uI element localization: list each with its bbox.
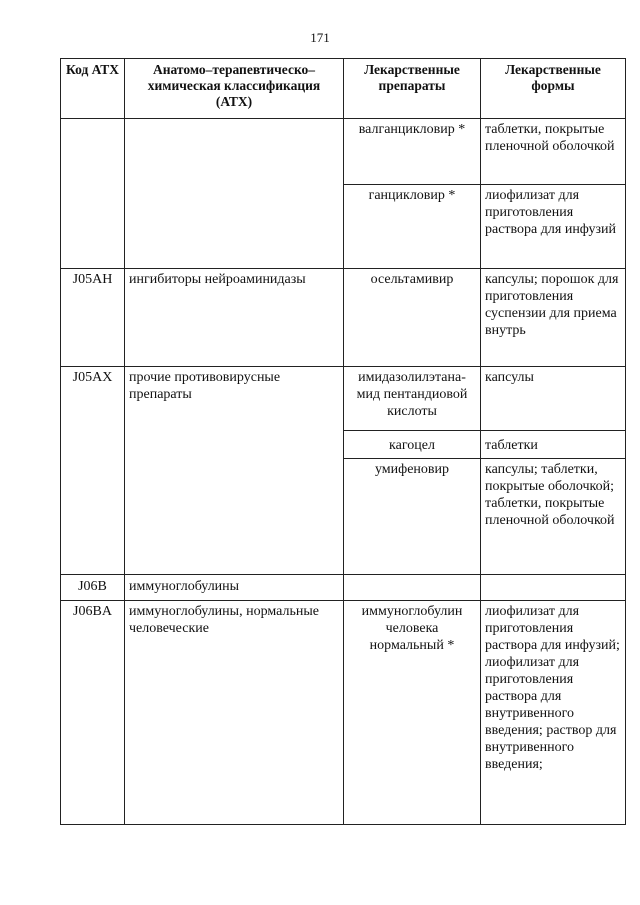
table-header-row	[61, 59, 626, 119]
form-cell	[481, 575, 626, 601]
drug-cell: имидазолилэтана-мид пентандиовой кислоты	[344, 367, 481, 431]
code-cell: J06BA	[61, 601, 125, 825]
header-forms: Лекарственные формы	[481, 59, 626, 119]
form-cell: капсулы; порошок для приготовления суспензии для приема внутрь	[481, 269, 626, 367]
table-row	[61, 269, 626, 367]
code-cell: J05AH	[61, 269, 125, 367]
classification-cell: иммуноглобулины	[125, 575, 344, 601]
form-cell: капсулы; таблетки, покрытые оболочкой; таблетки, покрытые пленочной оболочкой	[481, 459, 626, 575]
header-code: Код АТХ	[61, 59, 125, 119]
code-cell	[61, 119, 125, 269]
drug-cell: валганцикловир *	[344, 119, 481, 185]
form-cell: таблетки, покрытые пленочной оболочкой	[481, 119, 626, 185]
classification-cell: иммуноглобулины, нормальные человеческие	[125, 601, 344, 825]
form-cell: таблетки	[481, 431, 626, 459]
drug-cell: умифеновир	[344, 459, 481, 575]
header-drugs: Лекарственные препараты	[344, 59, 481, 119]
drug-cell: иммуноглобулин человека нормальный *	[344, 601, 481, 825]
drug-cell	[344, 575, 481, 601]
table-row	[61, 119, 626, 185]
table-row	[61, 575, 626, 601]
drug-cell: кагоцел	[344, 431, 481, 459]
form-cell: капсулы	[481, 367, 626, 431]
drug-cell: осельтамивир	[344, 269, 481, 367]
form-cell: лиофилизат для приготовления раствора для инфузий	[481, 185, 626, 269]
form-cell: лиофилизат для приготовления раствора для инфузий; лиофилизат для приготовления раствора для внутривенного введения; раствор для внутривенного введения;	[481, 601, 626, 825]
atx-table	[60, 58, 626, 825]
code-cell: J05AX	[61, 367, 125, 575]
classification-cell: ингибиторы нейроаминидазы	[125, 269, 344, 367]
header-classification: Анатомо–терапевтическо–химическая классификация (АТХ)	[125, 59, 344, 119]
table-row	[61, 601, 626, 825]
table-row	[61, 367, 626, 431]
drug-cell: ганцикловир *	[344, 185, 481, 269]
code-cell: J06B	[61, 575, 125, 601]
classification-cell: прочие противовирусные препараты	[125, 367, 344, 575]
page-number: 171	[310, 30, 330, 45]
classification-cell	[125, 119, 344, 269]
